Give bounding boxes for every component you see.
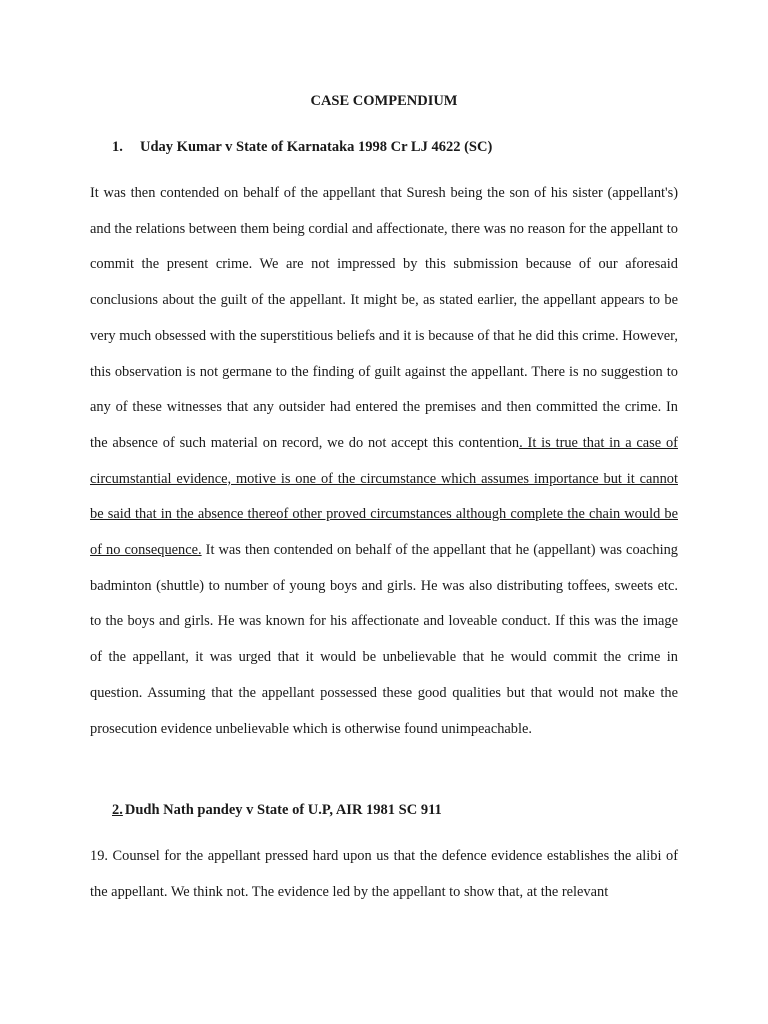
case-number-1: 1. xyxy=(112,139,123,155)
case-1-text-after: It was then contended on behalf of the appellant that he (appellant) was coaching badminton (shuttle) to number of young boys and girls. He was also distributing toffees, sweets etc. to the boys and girls. He was known for his affectionate and loveable conduct. If this was the image of the appellant, it was urged that it would be unbelievable that he would commit the crime in question. Assuming that the appellant possessed these good qualities but that would not make the prosecution evidence unbelievable which is otherwise found unimpeachable. xyxy=(90,542,678,737)
case-heading-2 xyxy=(112,802,442,819)
case-title-1: Uday Kumar v State of Karnataka 1998 Cr LJ 4622 (SC) xyxy=(140,139,493,155)
case-paragraph-1 xyxy=(90,176,678,747)
case-1-text-before: It was then contended on behalf of the appellant that Suresh being the son of his sister (appellant's) and the relations between them being cordial and affectionate, there was no reason for the appellant to commit the present crime. We are not impressed by this submission because of our aforesaid conclusions about the guilt of the appellant. It might be, as stated earlier, the appellant appears to be very much obsessed with the superstitious beliefs and it is because of that he did this crime. However, this observation is not germane to the finding of guilt against the appellant. There is no suggestion to any of these witnesses that any outsider had entered the premises and then committed the crime. In the absence of such material on record, we do not accept this contention xyxy=(90,185,678,451)
case-number-2: 2. xyxy=(112,802,123,818)
case-title-2: Dudh Nath pandey v State of U.P, AIR 1981 SC 911 xyxy=(124,802,442,818)
case-heading-1 xyxy=(112,139,492,156)
case-paragraph-2: 19. Counsel for the appellant pressed hard upon us that the defence evidence establishes the alibi of the appellant. We think not. The evidence led by the appellant to show that, at the relevant xyxy=(90,848,678,900)
document-title: CASE COMPENDIUM xyxy=(310,93,458,109)
case-1-text-underlined: . It is true that in a case of circumstantial evidence, motive is one of the circumstance which assumes importance but it cannot be said that in the absence thereof other proved circumstances although complete the chain would be of no consequence. xyxy=(90,434,678,559)
